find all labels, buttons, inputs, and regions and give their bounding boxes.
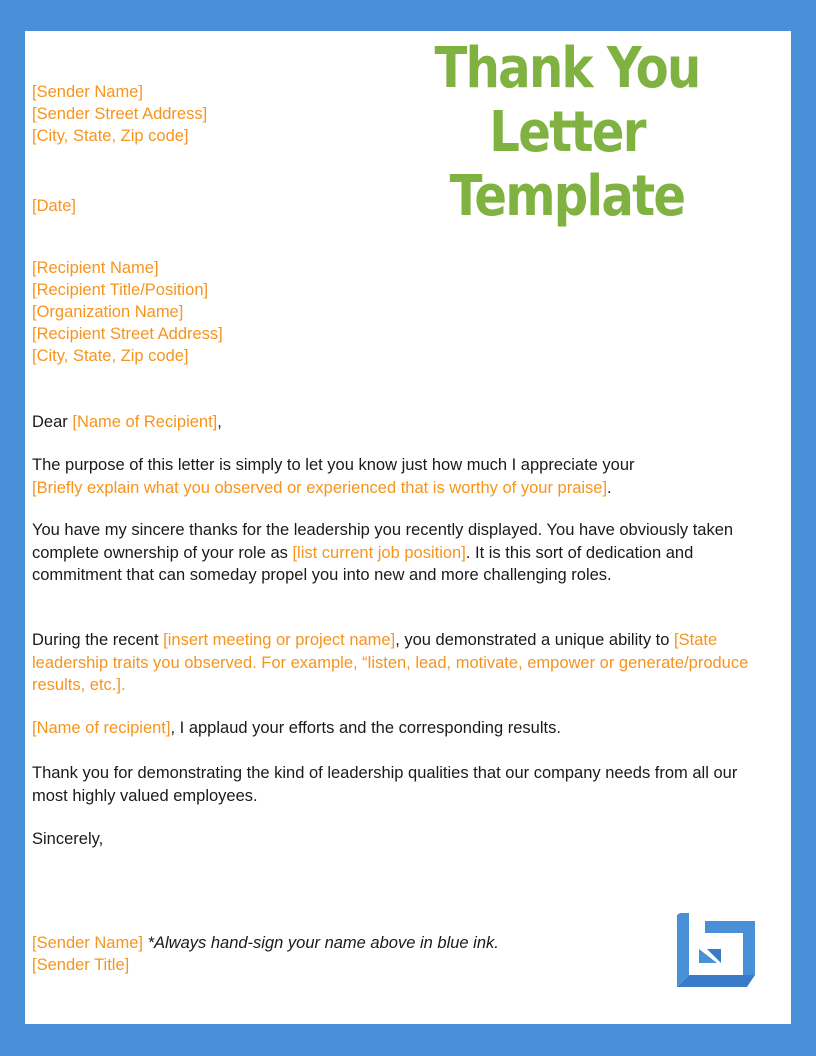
recipient-address	[32, 257, 223, 367]
logo-top-right	[705, 921, 755, 975]
para3-placeholder-meeting: [insert meeting or project name]	[163, 631, 396, 649]
para1-end: .	[607, 478, 612, 497]
signature-name: [Sender Name]	[32, 934, 143, 952]
closing-text: Sincerely,	[32, 830, 104, 848]
para2-text: You have my sincere thanks for the leadership you recently displayed. You have obviously taken complete ownership of your role as	[32, 521, 734, 562]
recipient-name: [Recipient Name]	[32, 259, 159, 277]
para3-placeholder-traits: [State leadership traits you observed. For example, “listen, lead, motivate, empower or generate/produce results, etc.].	[32, 631, 749, 694]
title-line-1: Thank You	[434, 36, 700, 101]
signature-note: *Always hand-sign your name above in blue ink.	[142, 934, 499, 952]
recipient-street: [Recipient Street Address]	[32, 325, 223, 343]
para4-placeholder: [Name of recipient]	[32, 719, 171, 737]
sender-name: [Sender Name]	[32, 83, 143, 101]
paragraph-applaud	[32, 717, 762, 740]
brand-logo-icon	[677, 913, 757, 993]
signature-title: [Sender Title]	[32, 956, 130, 974]
closing	[32, 828, 762, 851]
salutation	[32, 411, 762, 434]
date: [Date]	[32, 197, 77, 215]
para1-text: The purpose of this letter is simply to let you know just how much I appreciate your	[32, 456, 635, 474]
recipient-city: [City, State, Zip code]	[32, 347, 189, 365]
para5-text: Thank you for demonstrating the kind of leadership qualities that our company needs from all our most highly valued employees.	[32, 764, 738, 805]
sender-address	[32, 81, 207, 147]
title-line-2: Letter Template	[449, 100, 685, 229]
salutation-prefix: Dear	[32, 413, 73, 431]
para1-placeholder: [Briefly explain what you observed or experienced that is worthy of your praise]	[32, 478, 608, 497]
recipient-organization: [Organization Name]	[32, 303, 184, 321]
paragraph-purpose	[32, 454, 762, 499]
para3-text-2: , you demonstrated a unique ability to	[395, 631, 675, 649]
salutation-placeholder: [Name of Recipient]	[72, 413, 218, 431]
para2-end: . It is this sort of dedication and commitment that can someday propel you into new and more challenging roles.	[32, 543, 694, 584]
paragraph-thanks	[32, 519, 762, 587]
logo-bottom-bar	[677, 975, 755, 987]
logo-left-bar	[677, 913, 689, 987]
paragraph-ability	[32, 629, 762, 697]
sender-city: [City, State, Zip code]	[32, 127, 189, 145]
page-title	[404, 37, 731, 229]
para3-text: During the recent	[32, 631, 164, 649]
recipient-title: [Recipient Title/Position]	[32, 281, 209, 299]
salutation-suffix: ,	[217, 413, 222, 431]
sender-street: [Sender Street Address]	[32, 105, 208, 123]
para2-placeholder: [list current job position]	[292, 543, 466, 562]
para4-text: , I applaud your efforts and the corresponding results.	[170, 719, 561, 737]
paragraph-closing-thanks	[32, 762, 762, 807]
date-block	[32, 195, 76, 217]
signature-block	[32, 932, 499, 976]
letter-page	[25, 31, 791, 1024]
